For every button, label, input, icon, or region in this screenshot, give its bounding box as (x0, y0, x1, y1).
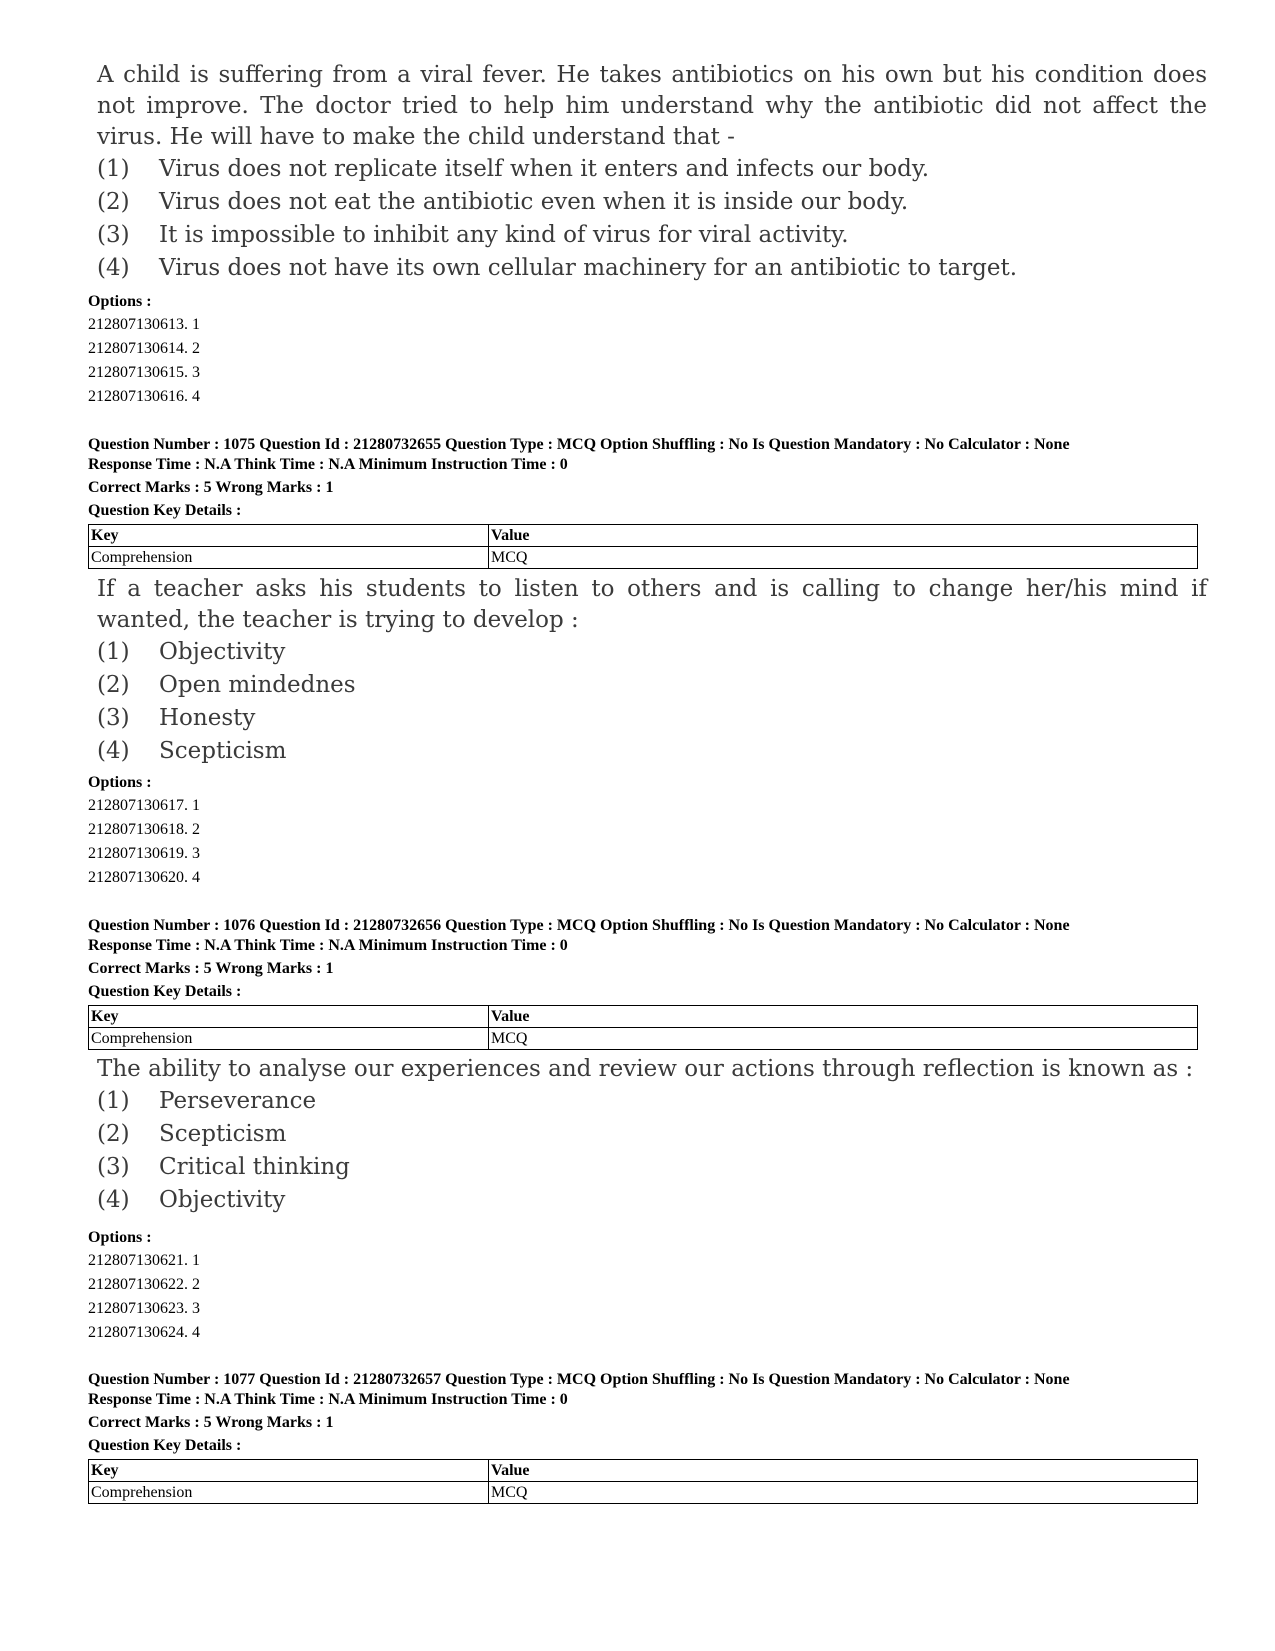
choice-number: (2) (97, 1121, 130, 1147)
question-image-1076 (97, 1054, 1207, 1217)
question-meta-line: Question Number : 1076 Question Id : 21280732656 Question Type : MCQ Option Shuffling : No Is Question Mandatory : No Calculator : None (88, 917, 1070, 934)
table-header-value: Value (489, 525, 1198, 547)
question-image-1074 (97, 60, 1207, 285)
marks-line: Correct Marks : 5 Wrong Marks : 1 (88, 479, 334, 496)
table-header-key: Key (89, 1006, 489, 1028)
table-cell-value: MCQ (489, 1482, 1198, 1504)
choice-number: (4) (97, 738, 130, 764)
choice-1 (97, 1085, 1207, 1118)
choice-number: (4) (97, 255, 130, 281)
choice-3 (97, 1151, 1207, 1184)
choice-text: Virus does not replicate itself when it enters and infects our body. (159, 156, 930, 182)
marks-line: Correct Marks : 5 Wrong Marks : 1 (88, 960, 334, 977)
choice-text: Open mindednes (159, 672, 356, 698)
choice-text: Honesty (159, 705, 256, 731)
option-id: 212807130618. 2 (88, 821, 200, 838)
choice-text: Scepticism (159, 738, 287, 764)
choice-2 (97, 186, 1207, 219)
option-id: 212807130616. 4 (88, 388, 200, 405)
choice-number: (1) (97, 156, 130, 182)
option-id: 212807130622. 2 (88, 1276, 200, 1293)
options-block-1074 (88, 290, 1198, 409)
table-cell-value: MCQ (489, 1028, 1198, 1050)
choice-number: (3) (97, 1154, 130, 1180)
choice-3 (97, 219, 1207, 252)
question-header-1075 (88, 435, 1198, 569)
choice-text: Perseverance (159, 1088, 317, 1114)
choice-3 (97, 702, 1207, 735)
choice-2 (97, 1118, 1207, 1151)
choice-text: Critical thinking (159, 1154, 350, 1180)
choice-text: Virus does not eat the antibiotic even when it is inside our body. (159, 189, 909, 215)
key-details-label: Question Key Details : (88, 502, 242, 519)
table-header-value: Value (489, 1006, 1198, 1028)
choice-text: Scepticism (159, 1121, 287, 1147)
question-stem: The ability to analyse our experiences and review our actions through reflection is known as : (97, 1056, 1194, 1082)
options-label: Options : (88, 293, 152, 310)
question-meta-line: Response Time : N.A Think Time : N.A Minimum Instruction Time : 0 (88, 1391, 568, 1408)
option-id: 212807130620. 4 (88, 869, 200, 886)
option-id: 212807130617. 1 (88, 797, 200, 814)
choice-number: (1) (97, 639, 130, 665)
choice-text: Virus does not have its own cellular machinery for an antibiotic to target. (159, 255, 1018, 281)
choice-4 (97, 735, 1207, 768)
choice-number: (2) (97, 189, 130, 215)
option-id: 212807130613. 1 (88, 316, 200, 333)
table-cell-key: Comprehension (89, 1482, 489, 1504)
options-label: Options : (88, 1229, 152, 1246)
question-meta-line: Response Time : N.A Think Time : N.A Minimum Instruction Time : 0 (88, 937, 568, 954)
option-id: 212807130615. 3 (88, 364, 200, 381)
choice-4 (97, 1184, 1207, 1217)
key-details-table (88, 1459, 1198, 1504)
option-id: 212807130619. 3 (88, 845, 200, 862)
options-label: Options : (88, 774, 152, 791)
option-id: 212807130623. 3 (88, 1300, 200, 1317)
question-meta-line: Question Number : 1077 Question Id : 21280732657 Question Type : MCQ Option Shuffling : No Is Question Mandatory : No Calculator : None (88, 1371, 1070, 1388)
choice-1 (97, 636, 1207, 669)
key-details-table (88, 524, 1198, 569)
key-details-label: Question Key Details : (88, 983, 242, 1000)
question-meta-line: Response Time : N.A Think Time : N.A Minimum Instruction Time : 0 (88, 456, 568, 473)
key-details-table (88, 1005, 1198, 1050)
table-header-key: Key (89, 525, 489, 547)
option-id: 212807130621. 1 (88, 1252, 200, 1269)
question-header-1077 (88, 1370, 1198, 1504)
choice-text: Objectivity (159, 639, 286, 665)
table-cell-key: Comprehension (89, 547, 489, 569)
choice-number: (3) (97, 705, 130, 731)
choice-number: (4) (97, 1187, 130, 1213)
option-id: 212807130614. 2 (88, 340, 200, 357)
key-details-label: Question Key Details : (88, 1437, 242, 1454)
question-meta-line: Question Number : 1075 Question Id : 21280732655 Question Type : MCQ Option Shuffling : No Is Question Mandatory : No Calculator : None (88, 436, 1070, 453)
question-stem: If a teacher asks his students to listen to others and is calling to change her/his mind if wanted, the teacher is trying to develop : (97, 576, 1207, 633)
question-stem: A child is suffering from a viral fever. He takes antibiotics on his own but his condition does not improve. The doctor tried to help him understand why the antibiotic did not affect the virus. He will have to make the child understand that - (97, 62, 1207, 150)
choice-number: (1) (97, 1088, 130, 1114)
table-header-key: Key (89, 1460, 489, 1482)
choice-text: Objectivity (159, 1187, 286, 1213)
question-image-1075 (97, 574, 1207, 768)
choice-number: (2) (97, 672, 130, 698)
choice-text: It is impossible to inhibit any kind of virus for viral activity. (159, 222, 849, 248)
options-block-1076 (88, 1226, 1198, 1345)
question-header-1076 (88, 916, 1198, 1050)
table-cell-key: Comprehension (89, 1028, 489, 1050)
choice-4 (97, 252, 1207, 285)
options-block-1075 (88, 771, 1198, 890)
table-header-value: Value (489, 1460, 1198, 1482)
marks-line: Correct Marks : 5 Wrong Marks : 1 (88, 1414, 334, 1431)
option-id: 212807130624. 4 (88, 1324, 200, 1341)
table-cell-value: MCQ (489, 547, 1198, 569)
choice-1 (97, 153, 1207, 186)
choice-number: (3) (97, 222, 130, 248)
choice-2 (97, 669, 1207, 702)
